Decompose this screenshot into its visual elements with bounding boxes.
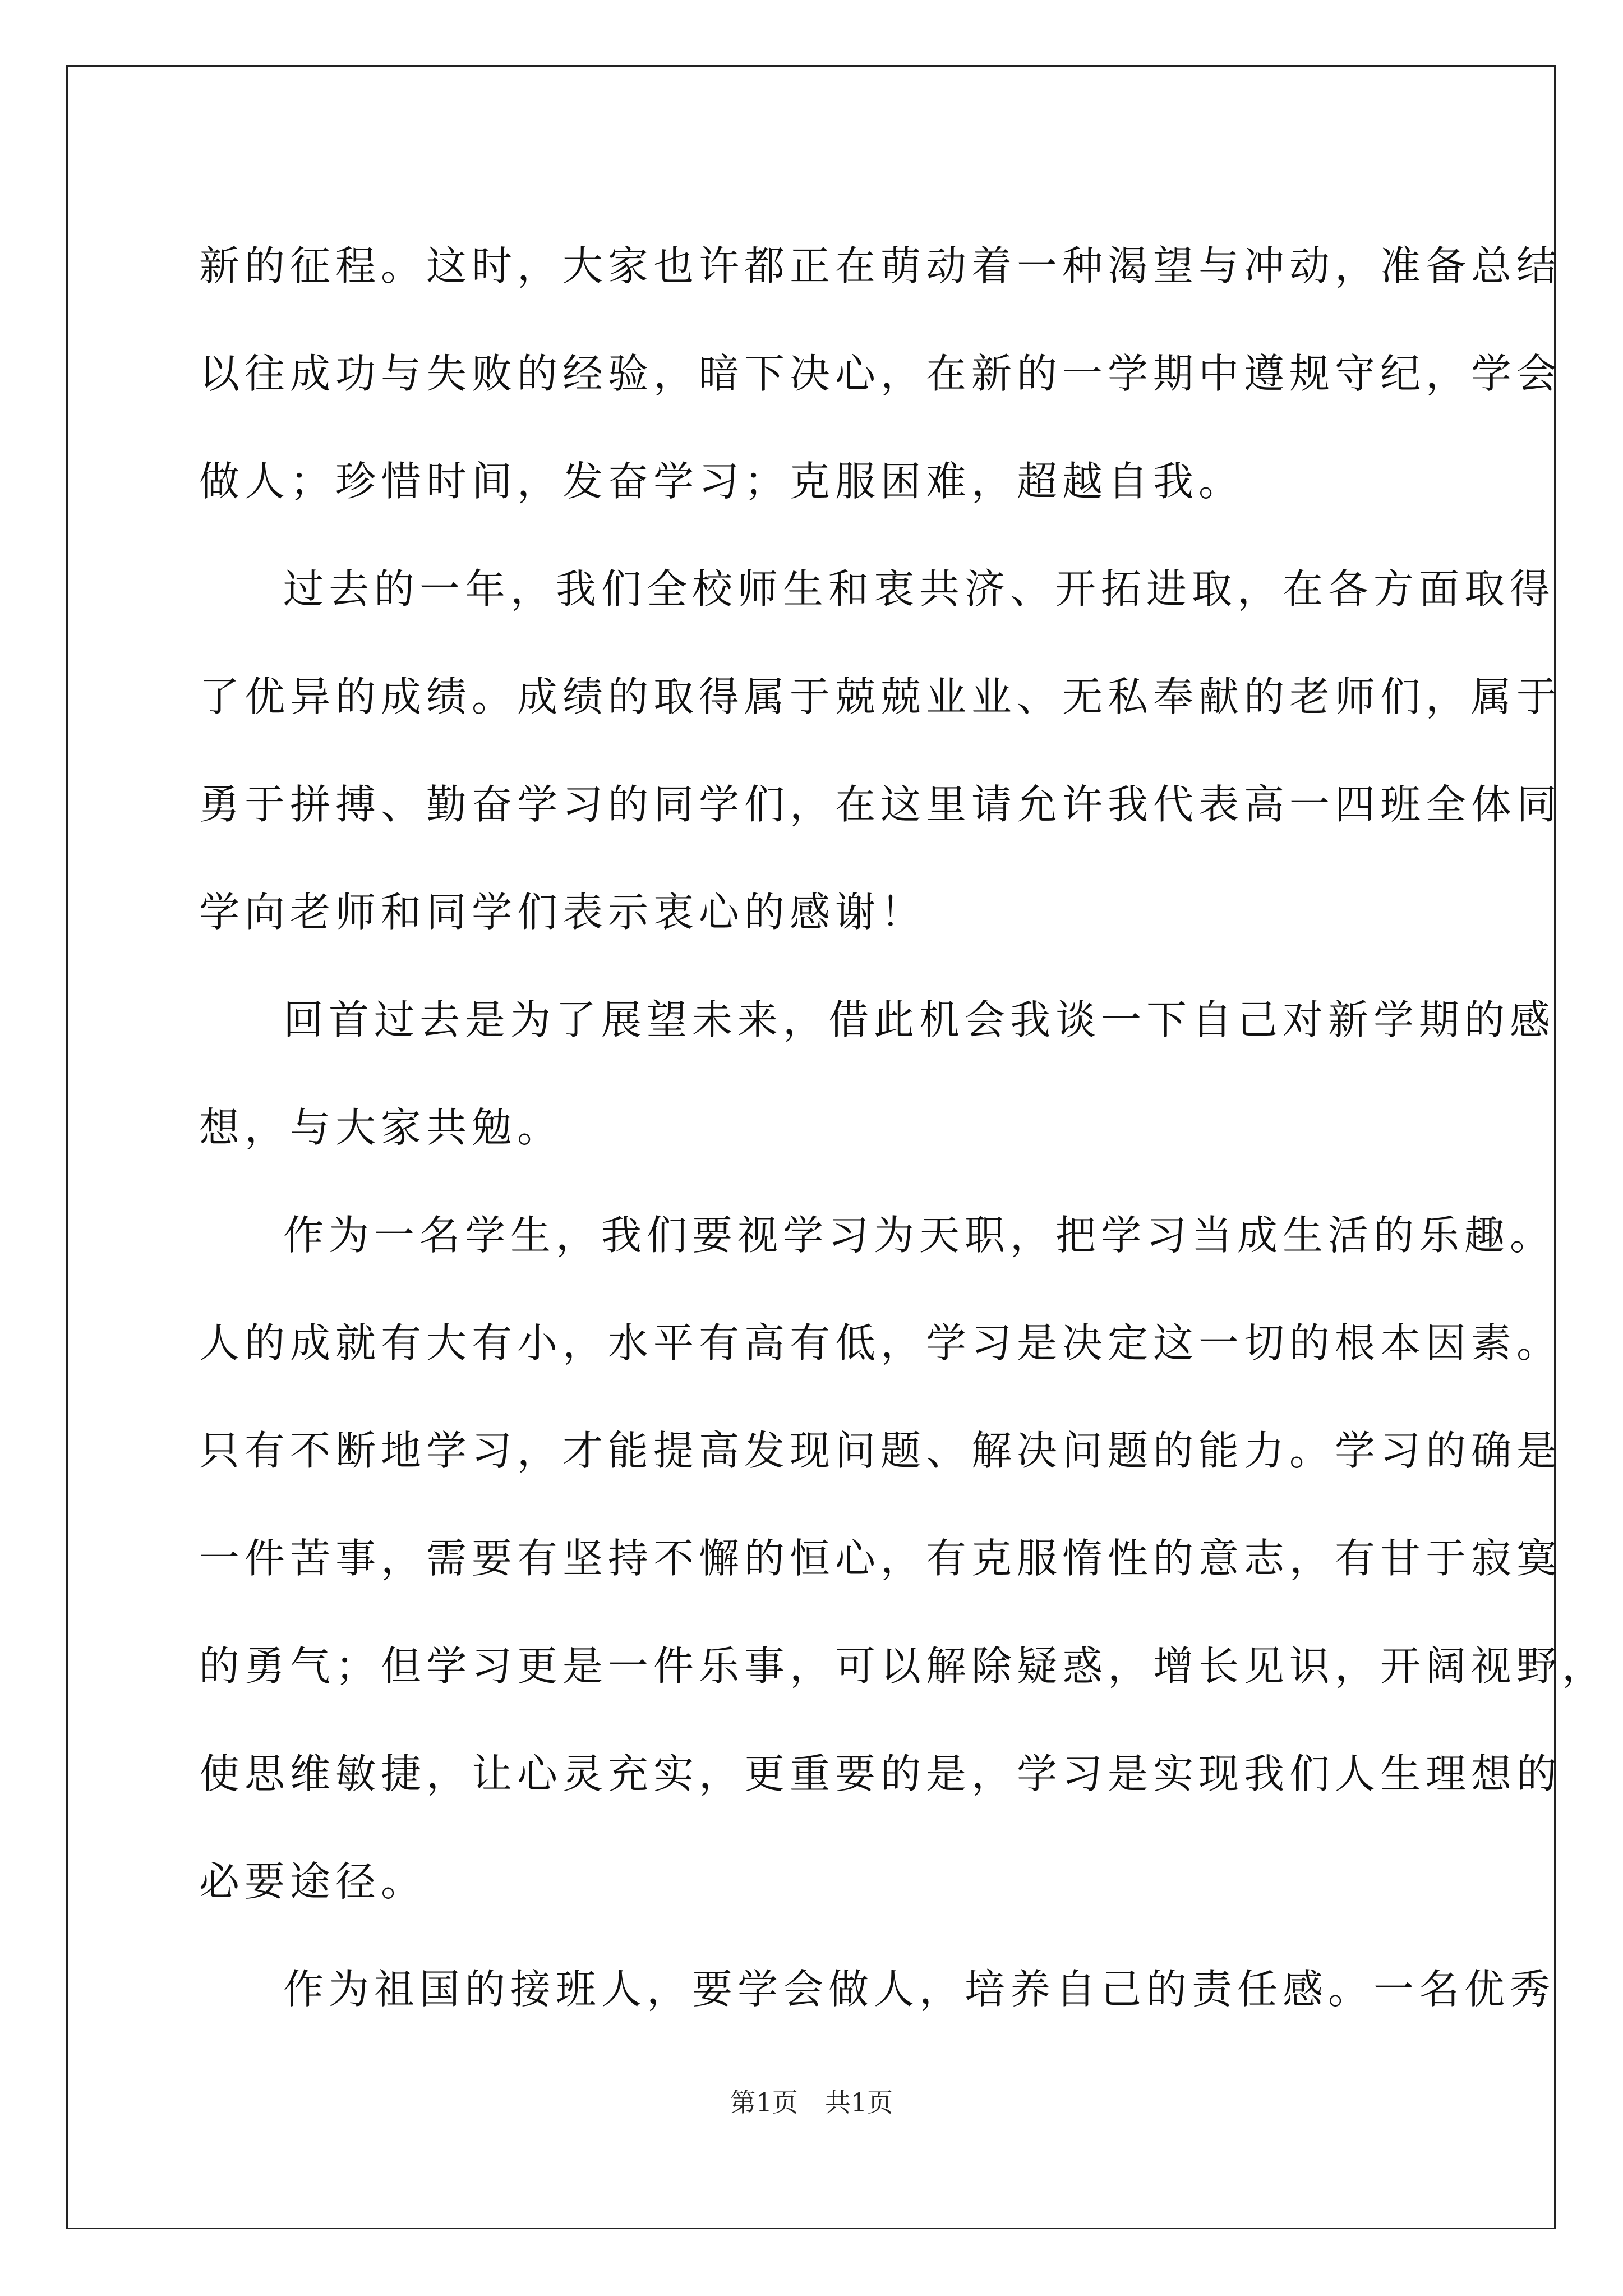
text-line: 做人；珍惜时间，发奋学习；克服困难，超越自我。	[199, 458, 1244, 505]
text-line: 的勇气；但学习更是一件乐事，可以解除疑惑，增长见识，开阔视野，	[199, 1642, 1608, 1690]
text-line: 使思维敏捷，让心灵充实，更重要的是，学习是实现我们人生理想的	[199, 1750, 1562, 1797]
text-line: 人的成就有大有小，水平有高有低，学习是决定这一切的根本因素。	[199, 1319, 1562, 1366]
text-line: 新的征程。这时，大家也许都正在萌动着一种渴望与冲动，准备总结	[199, 242, 1562, 289]
document-body	[199, 212, 1608, 2043]
text-line: 作为一名学生，我们要视学习为天职，把学习当成生活的乐趣。	[283, 1212, 1556, 1259]
text-line: 以往成功与失败的经验，暗下决心，在新的一学期中遵规守纪，学会	[199, 350, 1562, 397]
page-total: 共1页	[825, 2087, 893, 2118]
text-line: 作为祖国的接班人，要学会做人，培养自己的责任感。一名优秀	[283, 1966, 1556, 2013]
text-line: 必要途径。	[199, 1858, 427, 1905]
text-line: 勇于拼搏、勤奋学习的同学们，在这里请允许我代表高一四班全体同	[199, 781, 1562, 828]
text-line: 过去的一年，我们全校师生和衷共济、开拓进取，在各方面取得	[283, 565, 1556, 613]
page-footer	[0, 2082, 1623, 2119]
text-line: 一件苦事，需要有坚持不懈的恒心，有克服惰性的意志，有甘于寂寞	[199, 1535, 1562, 1582]
text-line: 回首过去是为了展望未来，借此机会我谈一下自己对新学期的感	[283, 996, 1556, 1043]
text-line: 了优异的成绩。成绩的取得属于兢兢业业、无私奉献的老师们，属于	[199, 673, 1562, 720]
text-line: 学向老师和同学们表示衷心的感谢！	[199, 889, 926, 936]
text-line: 只有不断地学习，才能提高发现问题、解决问题的能力。学习的确是	[199, 1427, 1562, 1474]
page-number: 第1页	[730, 2087, 798, 2118]
text-line: 想，与大家共勉。	[199, 1104, 563, 1151]
